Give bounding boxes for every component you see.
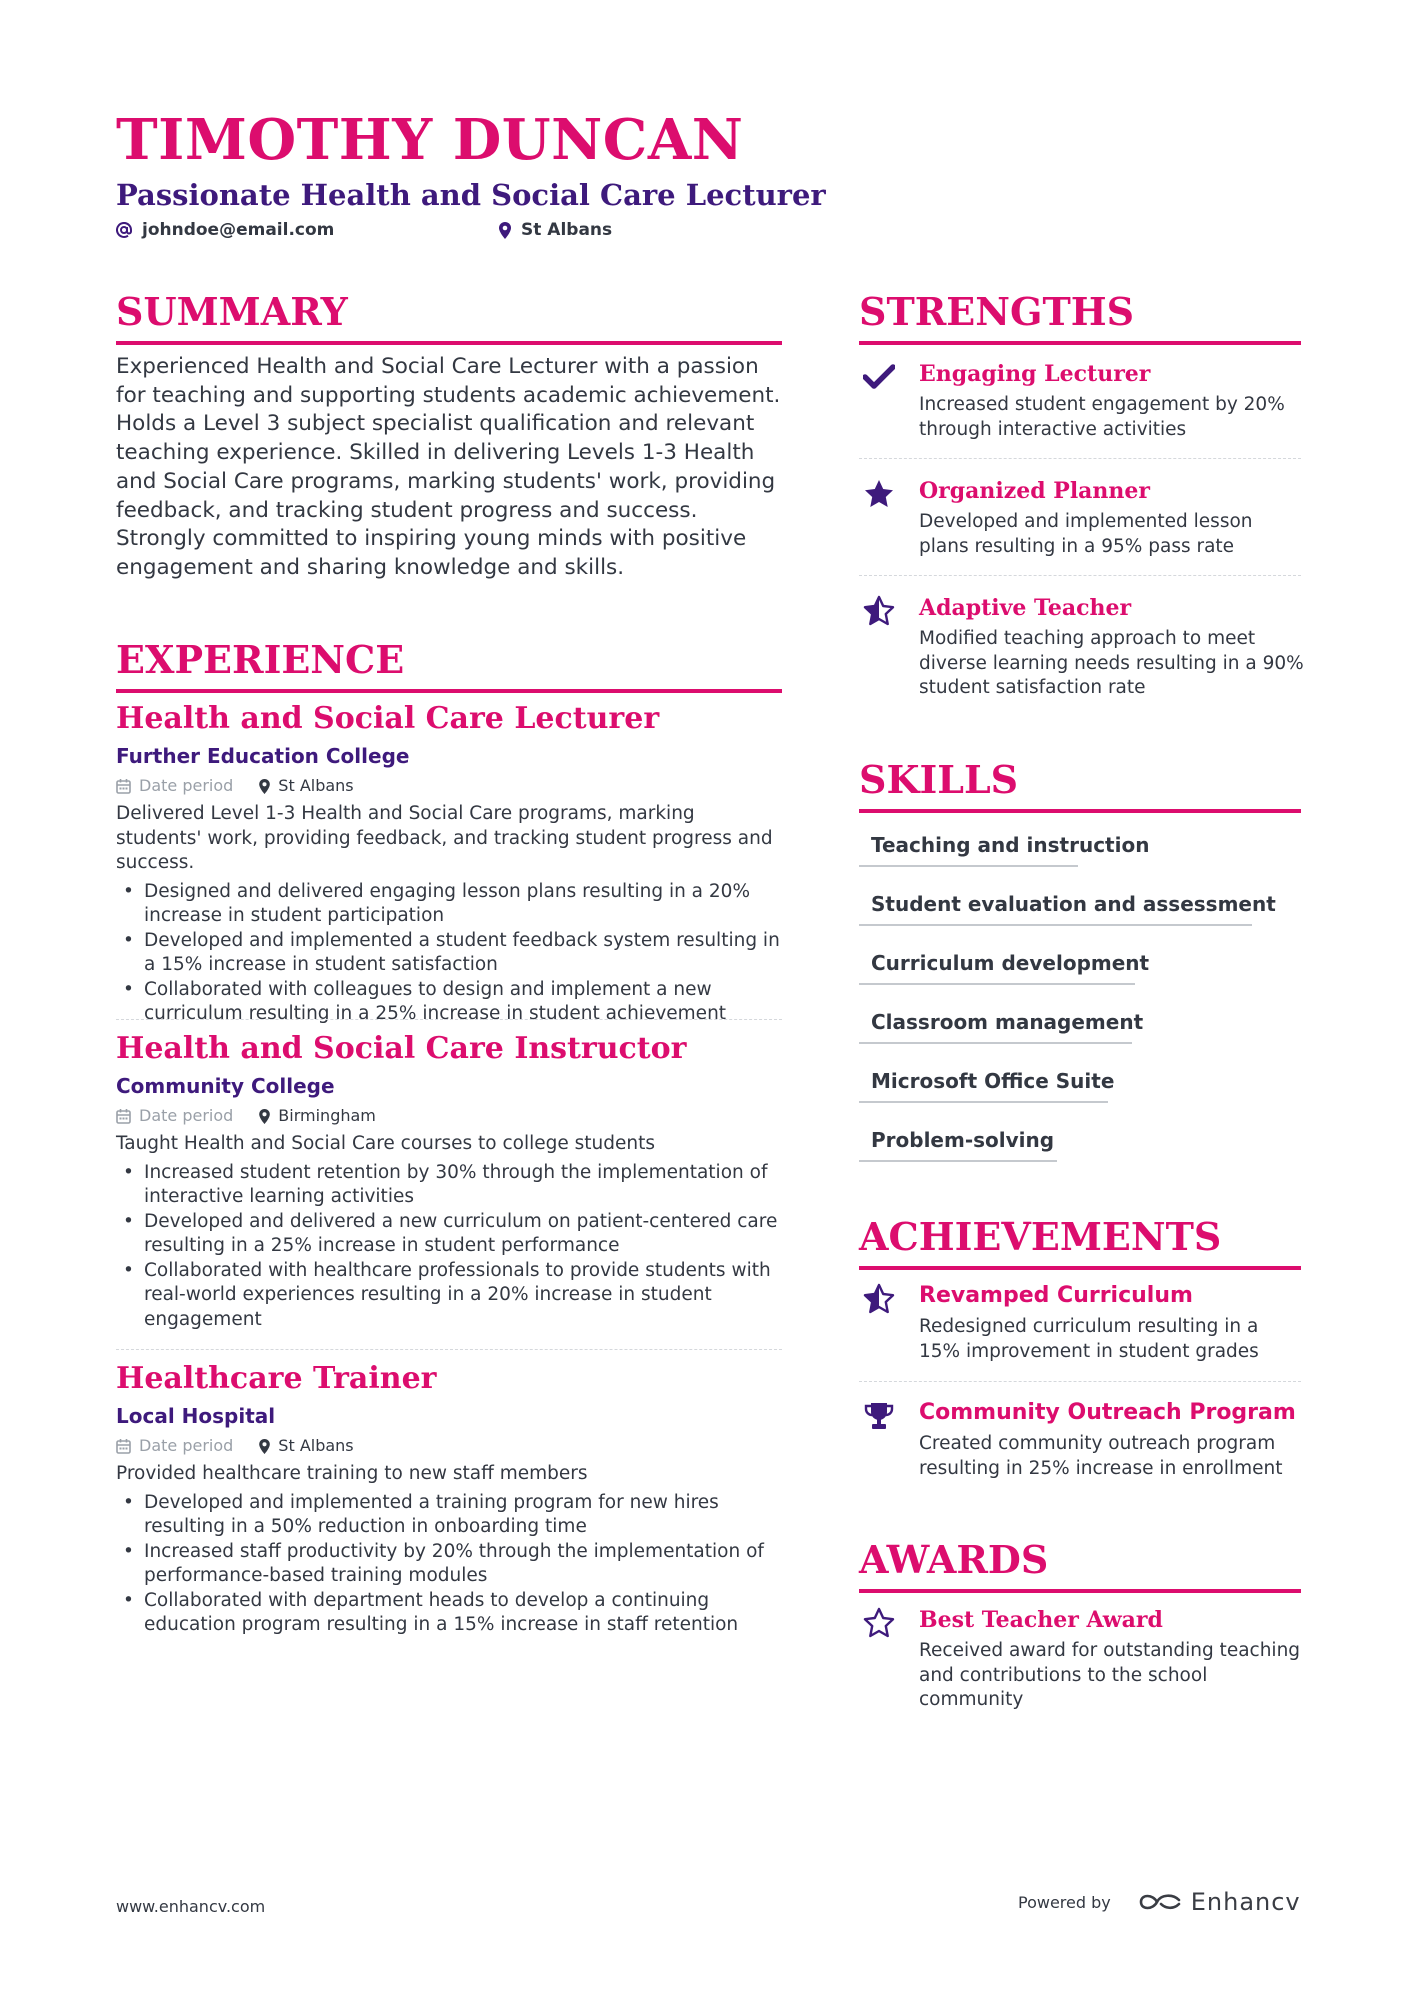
achievement-item [859,1281,1305,1364]
job-meta [116,1104,782,1128]
job-bullet: • Increased student retention by 30% through the implementation of interactive learning activities [116,1161,782,1210]
job-location-text: St Albans [278,776,354,795]
skill-tag: Classroom management [859,1008,1132,1044]
job-bullet: • Developed and delivered a new curriculum on patient-centered care resulting in a 25% increase in student performance [116,1210,782,1259]
achievement-divider [859,1381,1301,1382]
job-location-text: St Albans [278,1436,354,1455]
star-half-icon [863,1283,895,1315]
strength-description: Developed and implemented lesson plans resulting in a 95% pass rate [919,511,1253,557]
job-bullets [116,880,782,1027]
job-bullets [116,1491,782,1638]
achievement-title: Revamped Curriculum [919,1283,1193,1308]
contact-location [499,218,612,242]
job-bullets [116,1161,782,1333]
at-icon [116,222,132,238]
strength-description: Increased student engagement by 20% through interactive activities [919,394,1285,440]
calendar-icon [116,778,131,794]
job-bullet: • Collaborated with colleagues to design and implement a new curriculum resulting in a 25% increase in student achievement [116,978,782,1027]
footer-powered-by[interactable] [1018,1888,1301,1916]
job-location [259,1434,353,1458]
brand-name: Enhancv [1190,1888,1301,1916]
skill-tag: Problem-solving [859,1126,1057,1162]
star-filled-icon [863,478,895,510]
achievement-description: Created community outreach program resulting in 25% increase in enrollment [919,1433,1283,1479]
strength-divider [859,575,1301,576]
summary-text: Experienced Health and Social Care Lecturer with a passion for teaching and supporting students academic achievement. Holds a Level 3 subject specialist qualification and relevant teaching experience. Skilled in delivering Levels 1-3 Health and Social Care programs, marking students' work, providing feedback, and tracking student progress and success. Strongly committed to inspiring young minds with positive engagement and sharing knowledge and skills. [116,354,781,580]
experience-item [116,1030,782,1332]
contact-email[interactable] [116,218,334,242]
job-location [259,1104,376,1128]
job-bullet: • Designed and delivered engaging lesson plans resulting in a 20% increase in student participation [116,880,782,929]
job-date [116,774,233,798]
job-title: Healthcare Trainer [116,1361,437,1396]
location-pin-icon [259,1439,270,1454]
job-description: Delivered Level 1-3 Health and Social Care programs, marking students' work, providing feedback, and tracking student progress and success. [116,803,773,873]
calendar-icon [116,1108,131,1124]
location-pin-icon [259,1109,270,1124]
summary-heading: SUMMARY [116,287,782,345]
experience-item [116,700,782,1027]
job-meta [116,1434,782,1458]
footer-website[interactable]: www.enhancv.com [116,1897,266,1916]
job-description: Provided healthcare training to new staff members [116,1463,588,1484]
star-half-icon [863,595,895,627]
job-bullet: • Developed and implemented a student feedback system resulting in a 15% increase in student satisfaction [116,929,782,978]
skill-tag: Teaching and instruction [859,831,1078,867]
awards-heading: AWARDS [859,1535,1301,1593]
award-description: Received award for outstanding teaching and contributions to the school community [919,1640,1301,1710]
job-meta [116,774,782,798]
job-bullet: • Increased staff productivity by 20% through the implementation of performance-based training modules [116,1540,782,1589]
star-outline-icon [863,1607,895,1639]
job-date-text: Date period [139,776,234,795]
strength-divider [859,458,1301,459]
job-date-text: Date period [139,1436,234,1455]
location-pin-icon [259,779,270,794]
email-text: johndoe@email.com [142,220,335,240]
strength-title: Engaging Lecturer [919,361,1151,387]
job-location-text: Birmingham [278,1106,376,1125]
strength-description: Modified teaching approach to meet diverse learning needs resulting in a 90% student satisfaction rate [919,628,1304,698]
achievement-title: Community Outreach Program [919,1400,1296,1425]
candidate-name: TIMOTHY DUNCAN [116,107,744,173]
experience-item [116,1360,782,1638]
award-item [859,1605,1305,1713]
calendar-icon [116,1438,131,1454]
powered-by-label: Powered by [1018,1892,1111,1912]
skill-tag: Student evaluation and assessment [859,890,1252,926]
strength-title: Organized Planner [919,478,1151,504]
award-title: Best Teacher Award [919,1607,1163,1633]
company-name: Local Hospital [116,1404,276,1428]
company-name: Further Education College [116,744,410,768]
achievement-item [859,1398,1305,1481]
experience-divider [116,1349,782,1350]
achievement-description: Redesigned curriculum resulting in a 15% improvement in student grades [919,1316,1259,1362]
strengths-heading: STRENGTHS [859,287,1301,345]
job-title: Health and Social Care Lecturer [116,701,660,736]
strength-title: Adaptive Teacher [919,595,1132,621]
job-date-text: Date period [139,1106,234,1125]
job-description: Taught Health and Social Care courses to college students [116,1133,655,1154]
job-date [116,1434,233,1458]
experience-divider [116,1019,782,1020]
job-date [116,1104,233,1128]
job-bullet: • Collaborated with department heads to develop a continuing education program resulting in a 15% increase in staff retention [116,1589,782,1638]
skill-tag: Microsoft Office Suite [859,1067,1108,1103]
skill-tag: Curriculum development [859,949,1135,985]
job-bullet: • Developed and implemented a training program for new hires resulting in a 50% reduction in onboarding time [116,1491,782,1540]
location-text: St Albans [521,220,613,240]
experience-heading: EXPERIENCE [116,635,782,693]
strength-item [859,593,1305,701]
job-bullet: • Collaborated with healthcare professionals to provide students with real-world experiences resulting in a 20% increase in student engagement [116,1259,782,1333]
location-pin-icon [499,222,511,239]
job-location [259,774,353,798]
achievements-heading: ACHIEVEMENTS [859,1212,1301,1270]
trophy-icon [863,1400,895,1432]
skills-heading: SKILLS [859,755,1301,813]
check-icon [863,361,895,393]
company-name: Community College [116,1074,335,1098]
strength-item [859,476,1305,559]
enhancv-logo-icon [1137,1890,1183,1914]
strength-item [859,359,1305,442]
job-title: Health and Social Care Instructor [116,1031,687,1066]
candidate-tagline: Passionate Health and Social Care Lecturer [116,178,826,212]
